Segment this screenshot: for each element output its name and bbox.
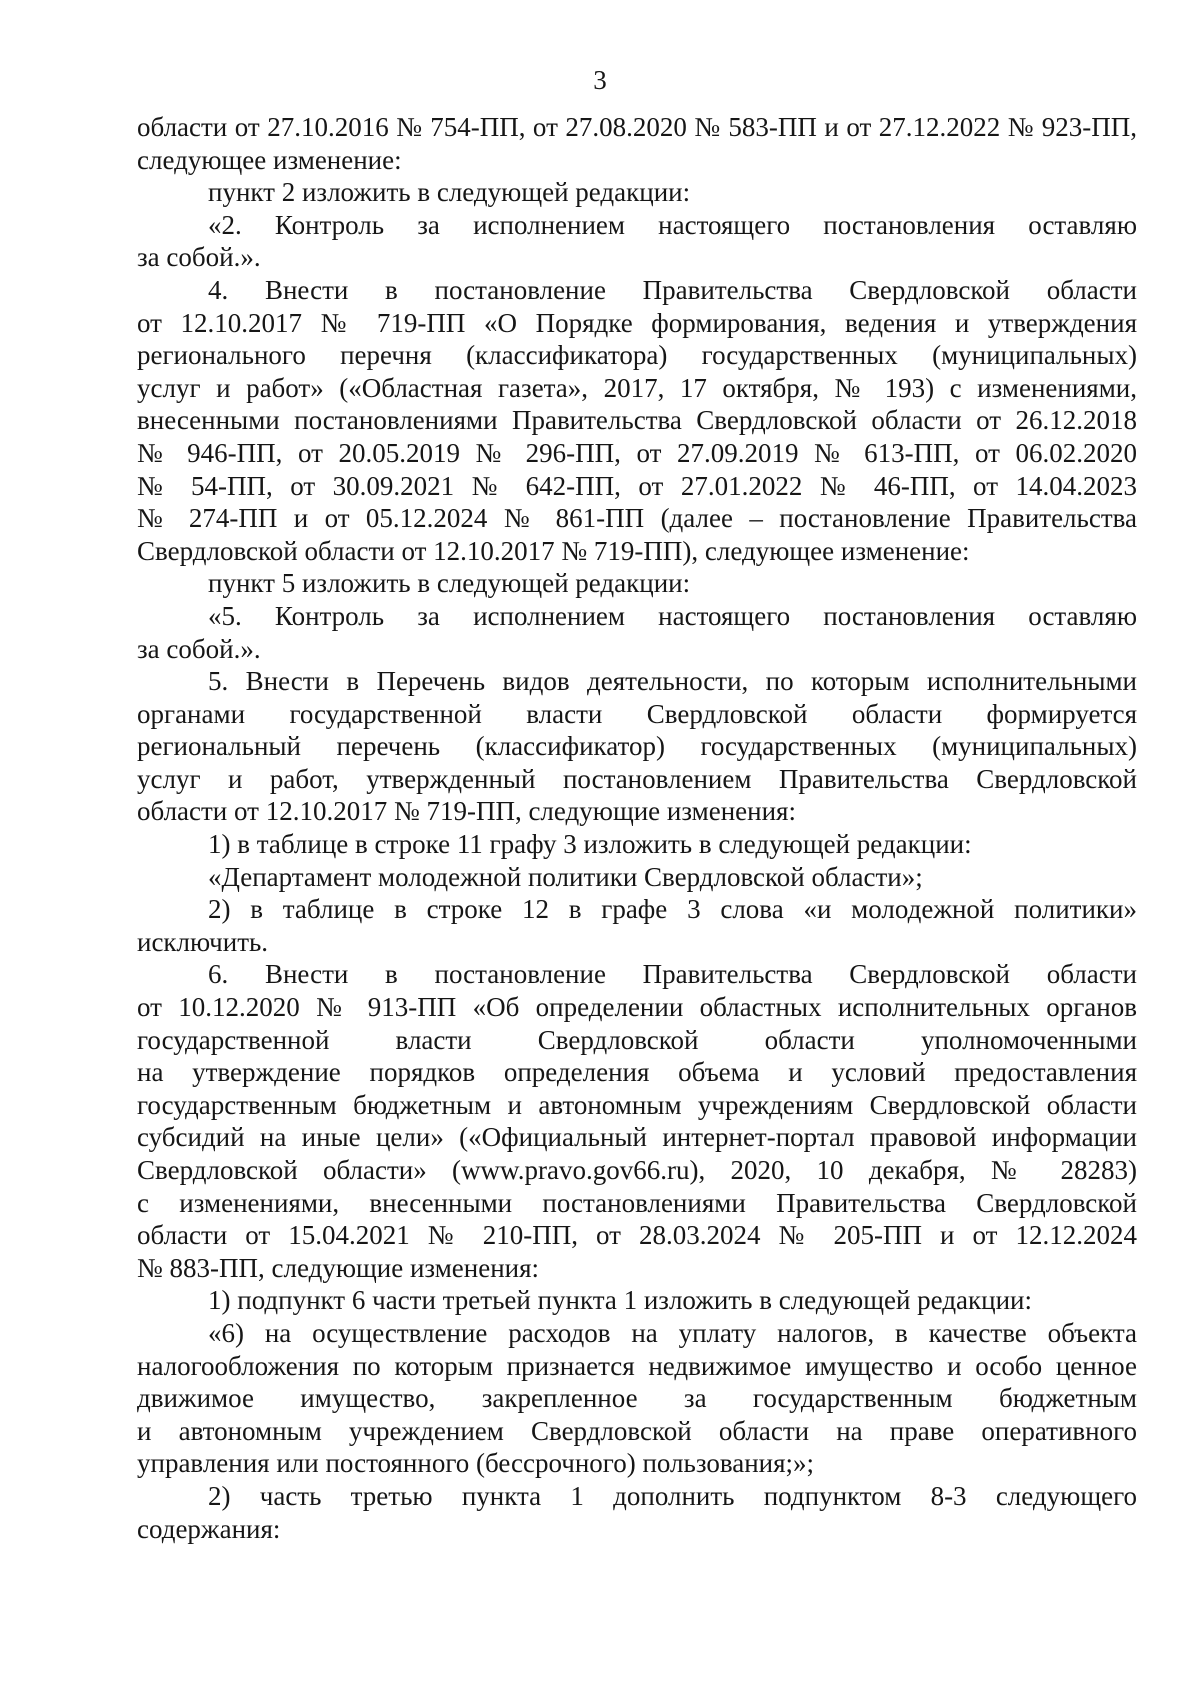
text-line: области от 15.04.2021 № 210-ПП, от 28.03.2024 № 205-ПП и от 12.12.2024 [137,1220,1137,1251]
text-line: следующее изменение: [137,144,402,175]
text-line: и автономным учреждением Свердловской области на праве оперативного [137,1415,1137,1446]
text-line: от 10.12.2020 № 913-ПП «Об определении областных исполнительных органов [137,992,1137,1023]
text-line: за собой.». [137,633,261,664]
text-line: 2) часть третью пункта 1 дополнить подпунктом 8-3 следующего [208,1480,1137,1511]
text-line: налогообложения по которым признается недвижимое имущество и особо ценное [137,1350,1137,1381]
text-line: органами государственной власти Свердловской области формируется [137,698,1137,729]
text-line: за собой.». [137,242,261,273]
text-line: регионального перечня (классификатора) государственных (муниципальных) [137,340,1137,371]
text-line: государственной власти Свердловской области уполномоченными [137,1024,1137,1055]
text-line: государственным бюджетным и автономным учреждениям Свердловской области [137,1089,1137,1120]
page-number: 3 [593,65,607,95]
text-line: области от 27.10.2016 № 754-ПП, от 27.08.2020 № 583-ПП и от 27.12.2022 № 923-ПП, [137,112,1137,142]
text-line: 1) подпункт 6 части третьей пункта 1 изложить в следующей редакции: [208,1285,1033,1316]
text-line: № 946-ПП, от 20.05.2019 № 296-ПП, от 27.09.2019 № 613-ПП, от 06.02.2020 [137,437,1137,468]
text-line: 4. Внести в постановление Правительства Свердловской области [208,274,1137,305]
text-line: от 12.10.2017 № 719-ПП «О Порядке формирования, ведения и утверждения [137,307,1137,338]
text-line: «5. Контроль за исполнением настоящего постановления оставляю [208,600,1137,631]
text-line: Свердловской области» (www.pravo.gov66.ru), 2020, 10 декабря, № 28283) [137,1155,1137,1185]
text-line: услуг и работ, утвержденный постановлением Правительства Свердловской [137,763,1137,794]
text-line: управления или постоянного (бессрочного) пользования;»; [137,1448,815,1479]
text-line: услуг и работ» («Областная газета», 2017, 17 октября, № 193) с изменениями, [137,372,1137,403]
text-line: 6. Внести в постановление Правительства Свердловской области [208,959,1137,990]
text-line: области от 12.10.2017 № 719-ПП, следующие изменения: [137,796,796,827]
text-line: субсидий на иные цели» («Официальный интернет-портал правовой информации [137,1122,1137,1153]
text-line: пункт 5 изложить в следующей редакции: [208,568,691,599]
text-line: Свердловской области от 12.10.2017 № 719-ПП), следующее изменение: [137,535,970,566]
text-line: 2) в таблице в строке 12 в графе 3 слова «и молодежной политики» [208,894,1137,925]
text-line: исключить. [137,926,269,957]
text-line: на утверждение порядков определения объема и условий предоставления [137,1057,1137,1088]
text-line: содержания: [137,1513,281,1544]
text-line: «6) на осуществление расходов на уплату налогов, в качестве объекта [208,1317,1137,1348]
text-line: 5. Внести в Перечень видов деятельности, по которым исполнительными [208,666,1137,697]
text-line: пункт 2 изложить в следующей редакции: [208,177,691,208]
text-line: 1) в таблице в строке 11 графу 3 изложить в следующей редакции: [208,829,972,860]
text-line: № 883-ПП, следующие изменения: [137,1252,540,1283]
text-line: № 274-ПП и от 05.12.2024 № 861-ПП (далее – постановление Правительства [137,503,1137,534]
document-body [137,111,1137,1545]
text-line: «Департамент молодежной политики Свердловской области»; [208,861,923,892]
text-line: «2. Контроль за исполнением настоящего постановления оставляю [208,209,1137,240]
text-line: внесенными постановлениями Правительства Свердловской области от 26.12.2018 [137,405,1137,436]
text-line: с изменениями, внесенными постановлениями Правительства Свердловской [137,1187,1137,1218]
text-line: движимое имущество, закрепленное за государственным бюджетным [137,1383,1137,1414]
text-line: региональный перечень (классификатор) государственных (муниципальных) [137,731,1137,762]
text-line: № 54-ПП, от 30.09.2021 № 642-ПП, от 27.01.2022 № 46-ПП, от 14.04.2023 [137,470,1137,501]
